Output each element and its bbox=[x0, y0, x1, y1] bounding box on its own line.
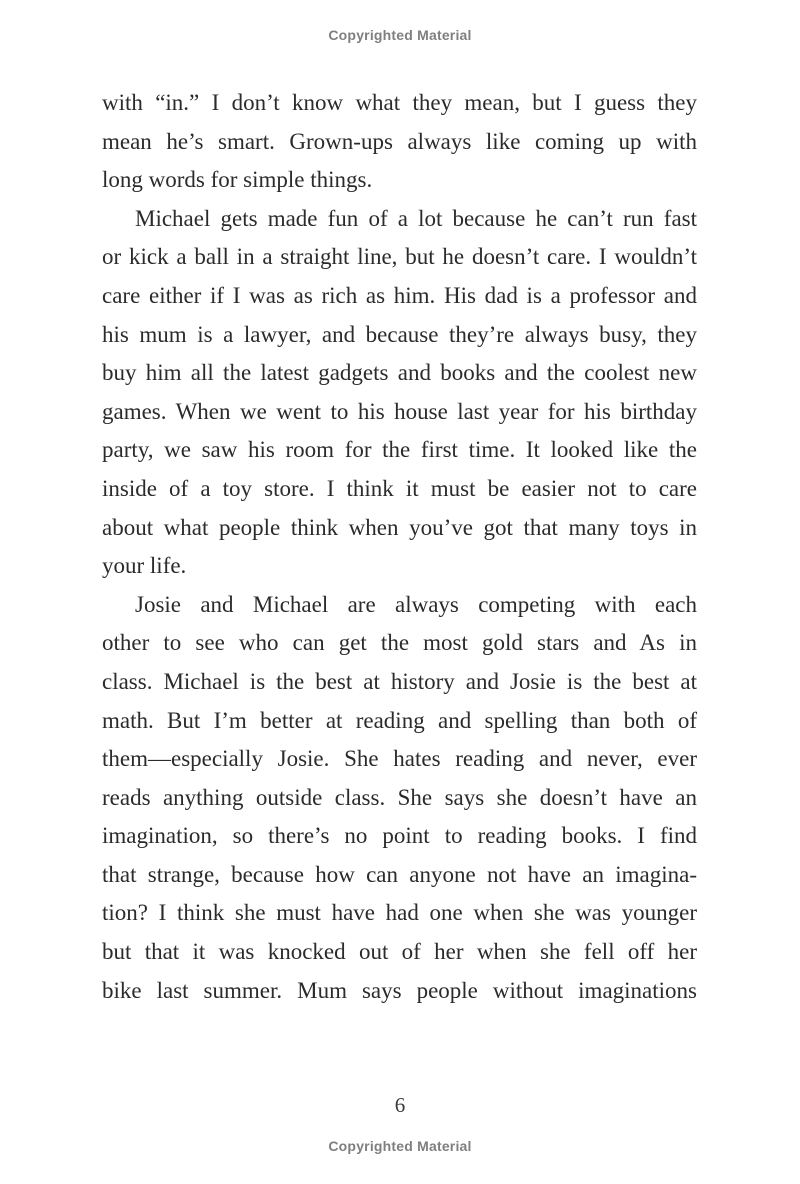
page-number: 6 bbox=[394, 1093, 406, 1117]
text-line: imagination, so there’s no point to reading books. I find bbox=[102, 823, 697, 849]
text-line: but that it was knocked out of her when she fell off her bbox=[102, 939, 697, 965]
text-line: Michael gets made fun of a lot because he can’t run fast bbox=[135, 205, 697, 231]
text-line: class. Michael is the best at history and Josie is the best at bbox=[102, 668, 697, 694]
text-line: about what people think when you’ve got that many toys in bbox=[102, 514, 697, 540]
text-line: party, we saw his room for the first time. It looked like the bbox=[102, 437, 697, 463]
text-line: long words for simple things. bbox=[102, 167, 373, 193]
text-line: inside of a toy store. I think it must be easier not to care bbox=[102, 475, 697, 501]
text-line: reads anything outside class. She says she doesn’t have an bbox=[102, 784, 697, 810]
text-line: other to see who can get the most gold stars and As in bbox=[102, 630, 697, 656]
text-line: tion? I think she must have had one when she was younger bbox=[102, 900, 697, 926]
text-line: care either if I was as rich as him. His dad is a professor and bbox=[102, 282, 697, 308]
paragraph bbox=[102, 586, 697, 1011]
text-line: buy him all the latest gadgets and books and the coolest new bbox=[102, 360, 697, 386]
text-line: his mum is a lawyer, and because they’re always busy, they bbox=[102, 321, 697, 347]
text-line: bike last summer. Mum says people without imaginations bbox=[102, 977, 697, 1003]
text-line: Josie and Michael are always competing with each bbox=[135, 591, 697, 617]
paragraph bbox=[102, 200, 697, 586]
page-body-text bbox=[102, 84, 697, 1010]
text-line: games. When we went to his house last year for his birthday bbox=[102, 398, 697, 424]
copyright-notice-top: Copyrighted Material bbox=[328, 27, 472, 43]
text-line: or kick a ball in a straight line, but he doesn’t care. I wouldn’t bbox=[102, 244, 697, 270]
copyright-notice-bottom: Copyrighted Material bbox=[328, 1138, 472, 1154]
text-line: them—especially Josie. She hates reading and never, ever bbox=[102, 746, 697, 772]
paragraph bbox=[102, 84, 697, 200]
text-line: your life. bbox=[102, 553, 187, 579]
text-line: mean he’s smart. Grown-ups always like coming up with bbox=[102, 128, 697, 154]
text-line: that strange, because how can anyone not have an imagina- bbox=[102, 861, 697, 887]
text-line: with “in.” I don’t know what they mean, but I guess they bbox=[102, 90, 697, 115]
text-line: math. But I’m better at reading and spelling than both of bbox=[102, 707, 697, 733]
